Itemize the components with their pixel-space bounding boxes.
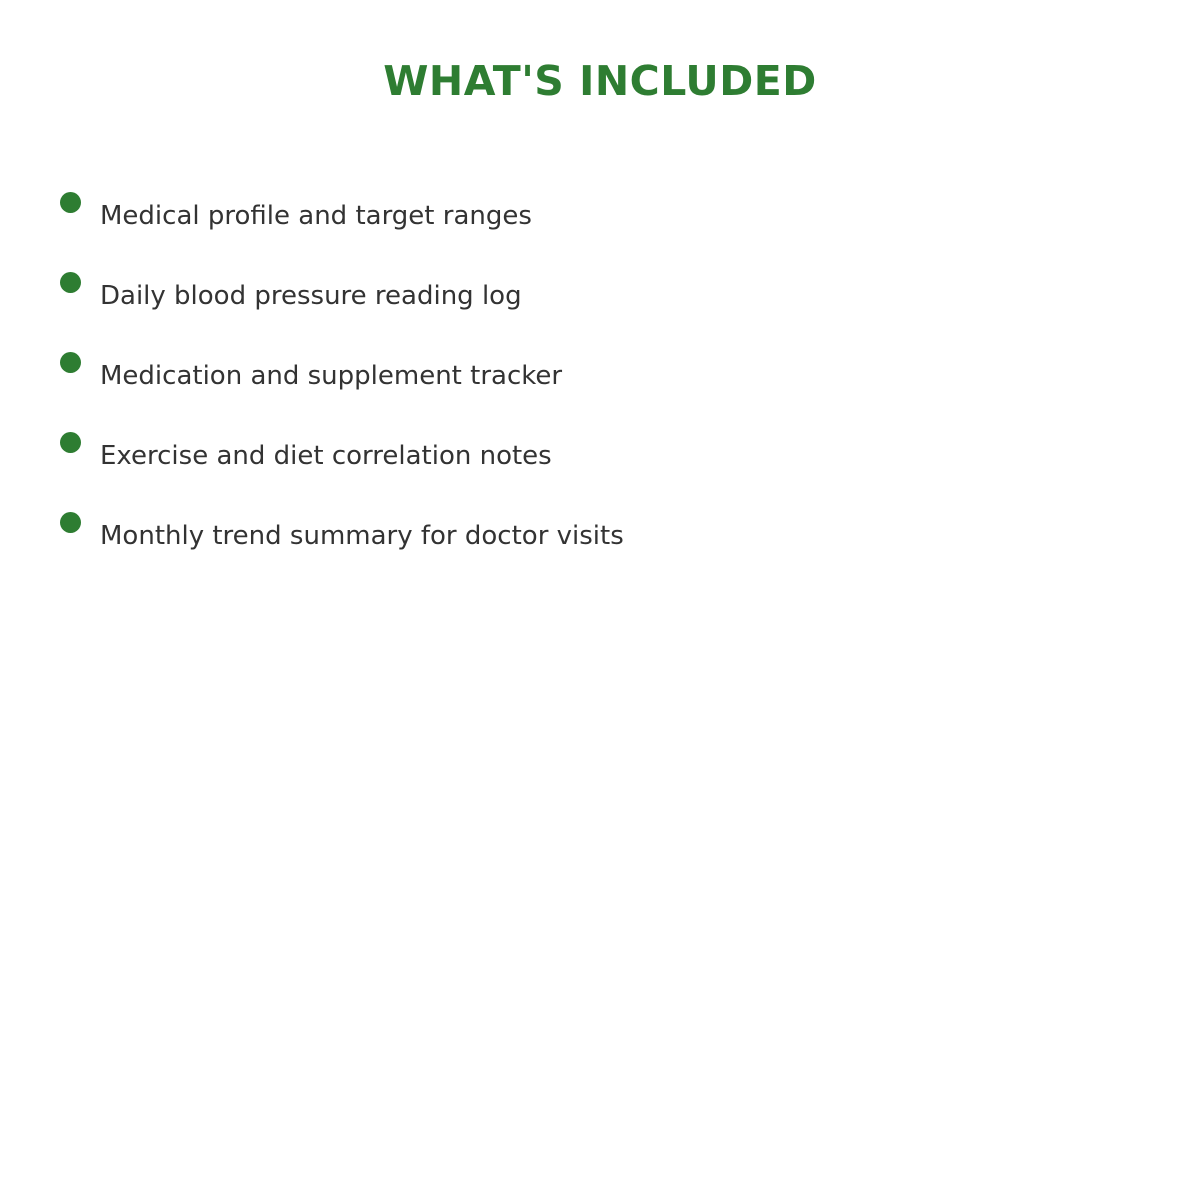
feature-label: Monthly trend summary for doctor visits — [100, 521, 624, 551]
feature-item — [0, 352, 1100, 412]
feature-item — [0, 432, 1100, 492]
page-title: WHAT'S INCLUDED — [383, 57, 817, 105]
feature-item — [0, 272, 1100, 332]
feature-item — [0, 192, 1100, 252]
bullet-icon — [60, 512, 81, 533]
bullet-icon — [60, 352, 81, 373]
feature-label: Medication and supplement tracker — [100, 361, 563, 391]
bullet-icon — [60, 272, 81, 293]
bullet-icon — [60, 432, 81, 453]
feature-item — [0, 512, 1100, 572]
feature-label: Daily blood pressure reading log — [100, 281, 522, 311]
feature-label: Exercise and diet correlation notes — [100, 441, 552, 471]
bullet-icon — [60, 192, 81, 213]
feature-label: Medical profile and target ranges — [100, 201, 532, 231]
